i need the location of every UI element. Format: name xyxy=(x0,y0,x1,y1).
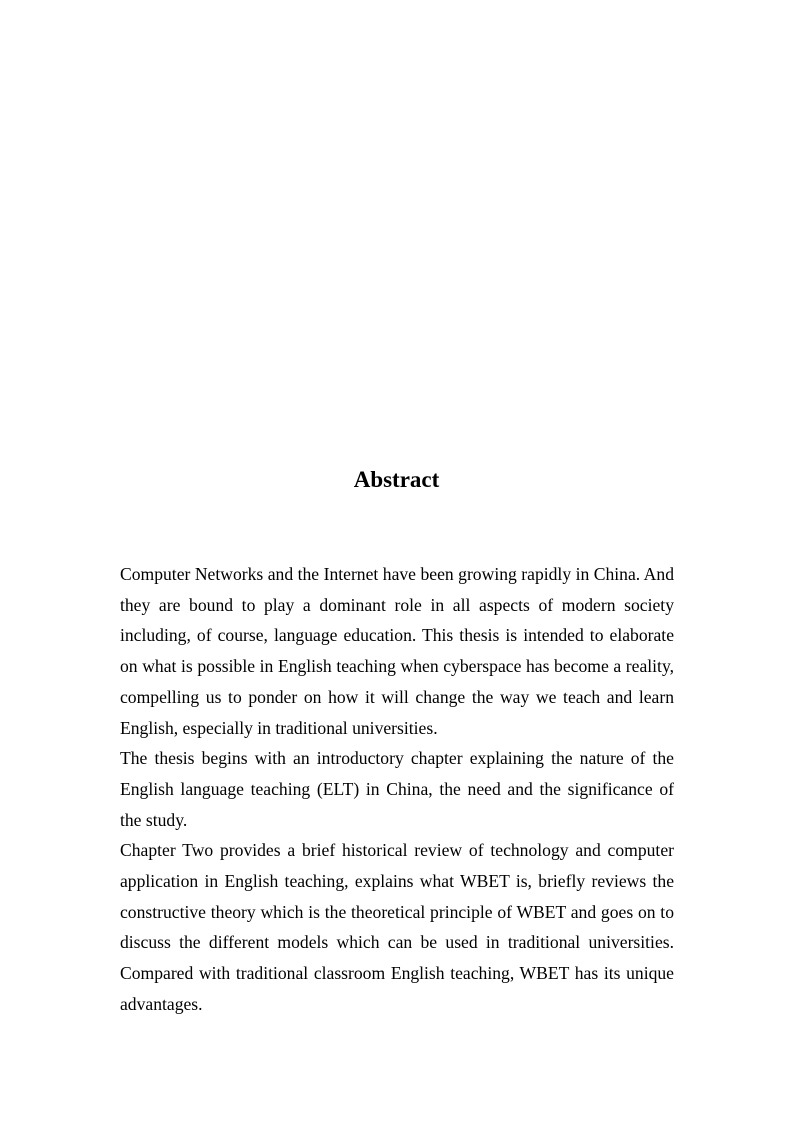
abstract-body xyxy=(120,559,674,1020)
abstract-paragraph: Computer Networks and the Internet have been growing rapidly in China. And they are bound to play a dominant role in all aspects of modern society including, of course, language education. This thesis is intended to elaborate on what is possible in English teaching when cyberspace has become a reality, compelling us to ponder on how it will change the way we teach and learn English, especially in traditional universities. xyxy=(120,564,674,738)
abstract-paragraph: The thesis begins with an introductory chapter explaining the nature of the English language teaching (ELT) in China, the need and the significance of the study. xyxy=(120,748,674,830)
page-title: Abstract xyxy=(353,467,440,492)
abstract-paragraph: Chapter Two provides a brief historical review of technology and computer application in English teaching, explains what WBET is, briefly reviews the constructive theory which is the theoretical principle of WBET and goes on to discuss the different models which can be used in traditional universities. Compared with traditional classroom English teaching, WBET has its unique advantages. xyxy=(120,840,674,1014)
